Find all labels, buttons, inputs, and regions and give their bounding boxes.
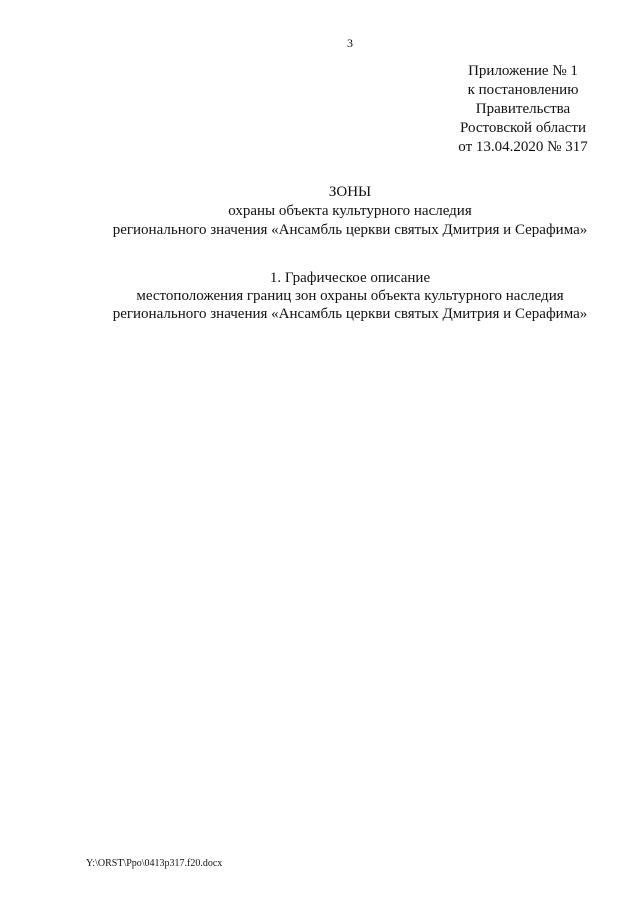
title-heading: ЗОНЫ bbox=[328, 184, 372, 200]
appendix-line: к постановлению bbox=[467, 82, 579, 98]
section-heading bbox=[0, 269, 640, 323]
document-title bbox=[0, 183, 640, 240]
footer-file-path: Y:\ORST\Ppo\0413p317.f20.docx bbox=[86, 858, 223, 869]
section-line: местоположения границ зон охраны объекта культурного наследия bbox=[136, 288, 564, 304]
page-number: 3 bbox=[347, 36, 353, 50]
title-line: регионального значения «Ансамбль церкви святых Дмитрия и Серафима» bbox=[112, 222, 588, 238]
title-line: охраны объекта культурного наследия bbox=[228, 203, 472, 219]
appendix-line: Приложение № 1 bbox=[468, 63, 578, 79]
section-line: 1. Графическое описание bbox=[269, 270, 431, 286]
appendix-line: от 13.04.2020 № 317 bbox=[458, 139, 588, 155]
appendix-line: Ростовской области bbox=[460, 120, 586, 136]
section-line: регионального значения «Ансамбль церкви святых Дмитрия и Серафима» bbox=[112, 306, 588, 322]
appendix-header bbox=[438, 62, 608, 157]
appendix-line: Правительства bbox=[475, 101, 571, 117]
